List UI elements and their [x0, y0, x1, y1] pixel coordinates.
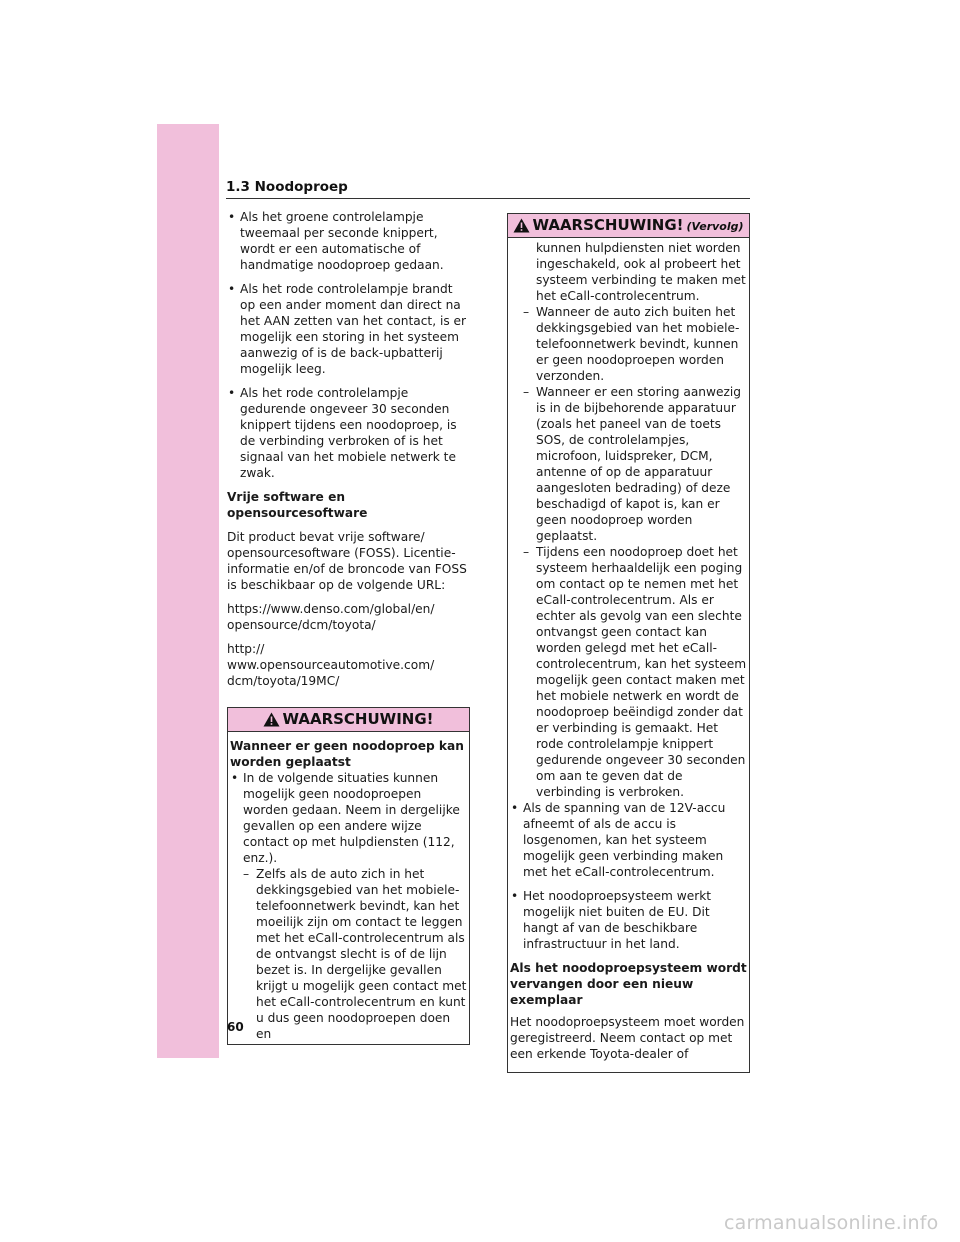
list-item: – Tijdens een noodoproep doet het systeem herhaaldelijk een poging om contact op te nemen met het eCall-controlecentrum. Als er echter als gevolg van een slechte ontvangst geen contact kan worden gelegd met het eCall-controlecentrum, kan het systeem mogelijk geen contact maken met het mobiele netwerk en wordt de noodoproep beëindigd zonder dat er verbinding is gemaakt. Het rode controlelampje knippert gedurende ongeveer 30 seconden om aan te geven dat de verbinding is verbroken. — [510, 544, 747, 800]
page-number: 60 — [227, 1020, 244, 1034]
list-item: • Als het groene controlelampje tweemaal per seconde knippert, wordt er een automatische of handmatige noodoproep gedaan. — [227, 209, 470, 273]
list-item: – Zelfs als de auto zich in het dekkingsgebied van het mobiele-telefoonnetwerk bevindt, kan het moeilijk zijn om contact te leggen met het eCall-controlecentrum als de ontvangst slecht is of de lijn bezet is. In dergelijke gevallen krijgt u mogelijk geen contact met het eCall-controlecentrum en kunt u dus geen noodoproepen doen en — [230, 866, 467, 1042]
replace-heading: Als het noodoproepsysteem wordt vervangen door een nieuw exemplaar — [510, 961, 747, 1007]
list-item: • Het noodoproepsysteem werkt mogelijk niet buiten de EU. Dit hangt af van de beschikbare infrastructuur in het land. — [510, 888, 747, 952]
right-column — [507, 213, 750, 1073]
foss-heading: Vrije software en opensourcesoftware — [227, 490, 368, 520]
warning-box-continued — [507, 213, 750, 1073]
warning-body-continued — [508, 238, 749, 1072]
watermark: carmanualsonline.info — [724, 1212, 939, 1234]
warning-box — [227, 707, 470, 1045]
list-item: • Als het rode controlelampje gedurende ongeveer 30 seconden knippert tijdens een noodoproep, is de verbinding verbroken of is het signaal van het mobiele netwerk te zwak. — [227, 385, 470, 481]
warning-body — [228, 732, 469, 1044]
left-column — [227, 209, 470, 1045]
foss-url-opensourceautomotive[interactable]: http:// www.opensourceautomotive.com/ dcm/toyota/19MC/ — [227, 642, 435, 688]
list-item: – Wanneer de auto zich buiten het dekkingsgebied van het mobiele-telefoonnetwerk bevindt, kunnen er geen noodoproepen worden verzonden. — [510, 304, 747, 384]
warning-triangle-icon — [513, 217, 530, 240]
foss-text: Dit product bevat vrije software/ opensourcesoftware (FOSS). Licentie-informatie en/of de broncode van FOSS is beschikbaar op de volgende URL: — [227, 530, 467, 592]
list-item: – Wanneer er een storing aanwezig is in de bijbehorende apparatuur (zoals het paneel van de toets SOS, de controlelampjes, microfoon, luidspreker, DCM, antenne of op de apparatuur aangesloten bedrading) of deze beschadigd of kapot is, kan er geen noodoproep worden geplaatst. — [510, 384, 747, 544]
replace-text: Het noodoproepsysteem moet worden geregistreerd. Neem contact op met een erkende Toyota-dealer of — [510, 1015, 745, 1061]
warning-heading: Wanneer er geen noodoproep kan worden geplaatst — [230, 739, 464, 769]
section-header: 1.3 Noodoproep — [226, 179, 750, 199]
list-item: • In de volgende situaties kunnen mogelijk geen noodoproepen worden gedaan. Neem in dergelijke gevallen op een andere wijze contact op met hulpdiensten (112, enz.). — [230, 770, 467, 866]
chapter-sidebar-tab — [157, 124, 219, 1058]
warning-title: WAARSCHUWING! — [228, 708, 469, 732]
continuation-text: kunnen hulpdiensten niet worden ingeschakeld, ook al probeert het systeem verbinding te maken met het eCall-controlecentrum. — [536, 241, 746, 303]
list-item: • Als het rode controlelampje brandt op een ander moment dan direct na het AAN zetten van het contact, is er mogelijk een storing in het systeem aanwezig of is de back-upbatterij mogelijk leeg. — [227, 281, 470, 377]
continued-label: (Vervolg) — [686, 220, 744, 233]
warning-triangle-icon — [263, 711, 280, 734]
warning-title-continued: WAARSCHUWING! (Vervolg) — [508, 214, 749, 238]
list-item: • Als de spanning van de 12V-accu afneemt of als de accu is losgenomen, kan het systeem mogelijk geen verbinding maken met het eCall-controlecentrum. — [510, 800, 747, 880]
foss-url-denso[interactable]: https://www.denso.com/global/en/ opensource/dcm/toyota/ — [227, 602, 435, 632]
